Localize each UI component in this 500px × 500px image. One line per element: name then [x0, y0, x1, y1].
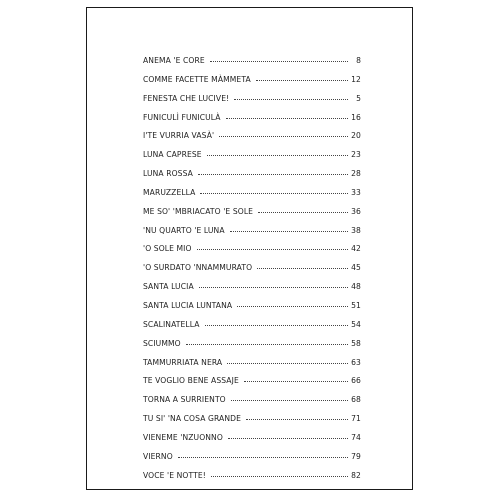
toc-entry-page: 79: [351, 451, 361, 461]
document-page: [86, 7, 413, 490]
toc-entry-page: 68: [351, 395, 361, 405]
toc-entry: [143, 207, 361, 226]
toc-dot-leader: [237, 306, 348, 307]
toc-dot-leader: [234, 99, 348, 100]
toc-entry: [143, 414, 361, 433]
toc-entry-page: 16: [351, 112, 361, 122]
toc-entry: [143, 244, 361, 263]
toc-entry: [143, 433, 361, 452]
toc-entry-title: TU SI' 'NA COSA GRANDE: [143, 414, 241, 424]
toc-entry-page: 12: [351, 74, 361, 84]
toc-dot-leader: [200, 193, 348, 194]
toc-dot-leader: [246, 419, 348, 420]
toc-dot-leader: [258, 212, 348, 213]
toc-entry: [143, 301, 361, 320]
toc-entry-page: 51: [351, 300, 361, 310]
toc-entry-page: 28: [351, 169, 361, 179]
toc-entry-title: I'TE VURRIA VASÀ': [143, 131, 215, 141]
toc-dot-leader: [256, 80, 348, 81]
toc-entry-title: SANTA LUCIA LUNTANA: [143, 300, 233, 310]
toc-dot-leader: [244, 381, 348, 382]
toc-entry-title: MARUZZELLA: [143, 187, 196, 197]
toc-entry-page: 20: [351, 131, 361, 141]
toc-entry-page: 74: [351, 432, 361, 442]
toc-entry: [143, 188, 361, 207]
toc-entry-page: 33: [351, 187, 361, 197]
toc-entry: [143, 320, 361, 339]
toc-entry-title: VIENEME 'NZUONNO: [143, 432, 223, 442]
toc-entry-title: 'O SURDATO 'NNAMMURATO: [143, 263, 253, 273]
toc-entry-title: VIERNO: [143, 451, 173, 461]
toc-entry-page: 54: [351, 319, 361, 329]
toc-dot-leader: [199, 287, 348, 288]
toc-entry-title: VOCE 'E NOTTE!: [143, 470, 206, 480]
toc-dot-leader: [230, 231, 348, 232]
toc-entry-page: 38: [351, 225, 361, 235]
toc-entry-title: LUNA CAPRESE: [143, 150, 202, 160]
toc-entry: [143, 75, 361, 94]
toc-entry: [143, 226, 361, 245]
table-of-contents: [143, 56, 361, 489]
toc-entry-page: 45: [351, 263, 361, 273]
toc-entry: [143, 113, 361, 132]
toc-entry-page: 42: [351, 244, 361, 254]
toc-dot-leader: [211, 476, 348, 477]
toc-entry-title: FENESTA CHE LUCIVE!: [143, 93, 230, 103]
toc-entry: [143, 150, 361, 169]
toc-entry: [143, 339, 361, 358]
toc-entry: [143, 452, 361, 471]
toc-entry-page: 36: [351, 206, 361, 216]
toc-entry-title: TE VOGLIO BENE ASSAJE: [143, 376, 239, 386]
toc-entry: [143, 376, 361, 395]
toc-entry-title: COMME FACETTE MÀMMETA: [143, 74, 251, 84]
toc-entry-page: 71: [351, 414, 361, 424]
toc-dot-leader: [186, 344, 348, 345]
toc-entry-page: 66: [351, 376, 361, 386]
toc-entry: [143, 471, 361, 490]
toc-entry-page: 48: [351, 282, 361, 292]
toc-entry-page: 5: [356, 93, 361, 103]
toc-entry-page: 8: [356, 56, 361, 65]
toc-dot-leader: [198, 174, 348, 175]
toc-entry-title: TORNA A SURRIENTO: [143, 395, 226, 405]
toc-entry: [143, 169, 361, 188]
toc-entry-page: 23: [351, 150, 361, 160]
toc-entry: [143, 56, 361, 75]
toc-dot-leader: [228, 438, 348, 439]
toc-entry: [143, 94, 361, 113]
toc-dot-leader: [207, 155, 348, 156]
toc-dot-leader: [210, 61, 348, 62]
toc-entry: [143, 358, 361, 377]
toc-dot-leader: [219, 136, 348, 137]
toc-entry: [143, 395, 361, 414]
toc-entry-title: 'O SOLE MIO: [143, 244, 192, 254]
toc-entry-title: FUNICULÌ FUNICULÀ: [143, 112, 221, 122]
toc-entry-title: LUNA ROSSA: [143, 169, 193, 179]
toc-dot-leader: [226, 118, 348, 119]
toc-entry: [143, 263, 361, 282]
toc-dot-leader: [178, 457, 348, 458]
toc-entry-page: 63: [351, 357, 361, 367]
toc-dot-leader: [197, 249, 348, 250]
toc-entry-title: 'NU QUARTO 'E LUNA: [143, 225, 225, 235]
toc-entry: [143, 131, 361, 150]
toc-entry-title: SANTA LUCIA: [143, 282, 194, 292]
toc-dot-leader: [257, 268, 348, 269]
toc-dot-leader: [205, 325, 348, 326]
toc-entry-title: ME SO' 'MBRIACATO 'E SOLE: [143, 206, 254, 216]
toc-entry-title: SCALINATELLA: [143, 319, 200, 329]
toc-entry-title: SCIUMMO: [143, 338, 181, 348]
toc-dot-leader: [231, 400, 348, 401]
toc-dot-leader: [227, 363, 348, 364]
toc-entry-page: 82: [351, 470, 361, 480]
toc-entry-title: ANEMA 'E CORE: [143, 56, 205, 65]
toc-entry-title: TAMMURRIATA NERA: [143, 357, 223, 367]
toc-entry-page: 58: [351, 338, 361, 348]
toc-entry: [143, 282, 361, 301]
